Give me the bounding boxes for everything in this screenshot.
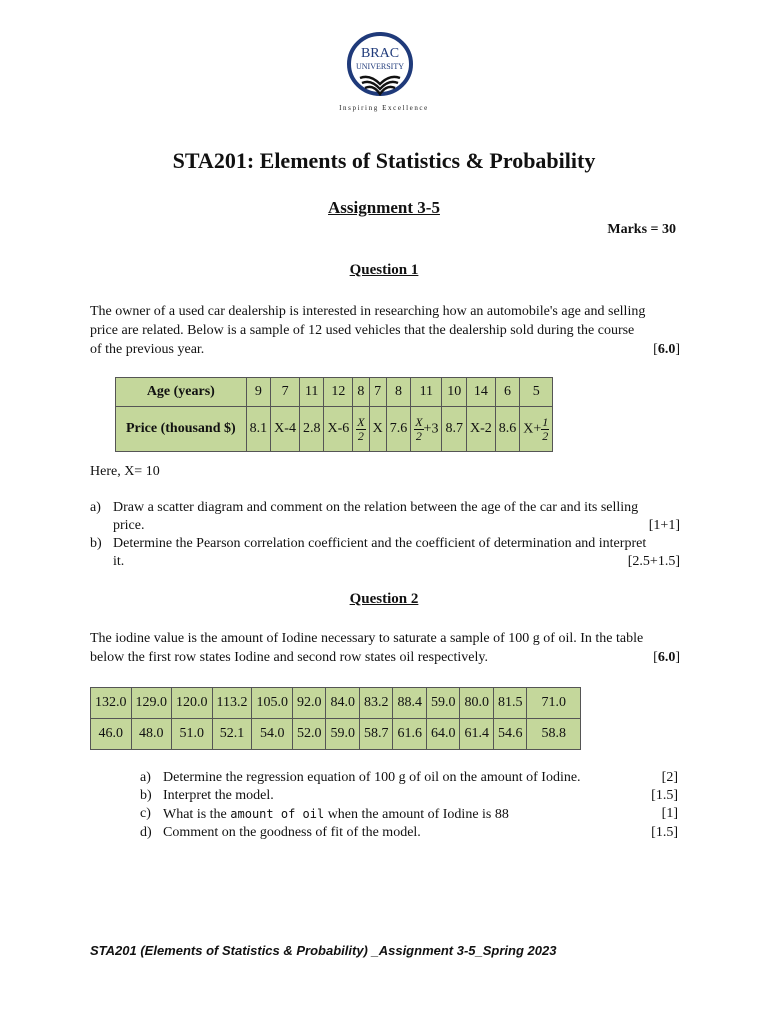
list-item: c) What is the amount of oil when the amount of Iodine is 88 [1] bbox=[140, 806, 678, 822]
table-row: 132.0 129.0 120.0 113.2 105.0 92.0 84.0 83.2 88.4 59.0 80.0 81.5 71.0 bbox=[91, 688, 581, 719]
age-price-table bbox=[115, 377, 553, 452]
x-value-note: Here, X= 10 bbox=[90, 464, 160, 479]
question-1-items bbox=[90, 499, 680, 571]
table-row: Age (years) 9 7 11 12 8 7 8 11 10 14 6 5 bbox=[116, 378, 553, 407]
list-item: a) Draw a scatter diagram and comment on the relation between the age of the car and its selling price. [1+1] bbox=[90, 500, 680, 533]
list-item: b) Determine the Pearson correlation coefficient and the coefficient of determination and interpret it. [2.5+1.5] bbox=[90, 536, 680, 569]
question-2-marks: [6.0] bbox=[653, 650, 680, 665]
page-footer: STA201 (Elements of Statistics & Probability) _Assignment 3-5_Spring 2023 bbox=[90, 943, 557, 958]
table-row: Price (thousand $) 8.1 X-4 2.8 X-6 $\frac{X}{2}$ X 7.6 $\frac{X}{2}$ +3 8.7 X-2 8.6 X+ $\frac{1}{2}$ bbox=[116, 407, 553, 452]
fraction-cell: $\frac{X}{2}$ +3 bbox=[411, 407, 442, 452]
fraction-cell: $\frac{X}{2}$ bbox=[353, 407, 369, 452]
question-2-heading: Question 2 bbox=[349, 591, 419, 607]
course-title: STA201: Elements of Statistics & Probability bbox=[172, 148, 596, 173]
assignment-title: Assignment 3-5 bbox=[328, 198, 440, 217]
logo-tagline: Inspiring Excellence bbox=[339, 104, 429, 112]
question-1-paragraph: The owner of a used car dealership is interested in researching how an automobile's age and selling price are related. Below is a sample of 12 used vehicles that the dealership sold during the course of the previous year. [6.0] bbox=[90, 304, 680, 357]
list-item: d) Comment on the goodness of fit of the model. [1.5] bbox=[140, 825, 678, 840]
row-header-age: Age (years) bbox=[116, 378, 247, 407]
list-item: b) Interpret the model. [1.5] bbox=[140, 788, 678, 803]
row-header-price: Price (thousand $) bbox=[116, 407, 247, 452]
fraction-cell: X+ $\frac{1}{2}$ bbox=[520, 407, 553, 452]
table-row: 46.0 48.0 51.0 52.1 54.0 52.0 59.0 58.7 61.6 64.0 61.4 54.6 58.8 bbox=[91, 719, 581, 750]
question-1-heading: Question 1 bbox=[349, 262, 419, 278]
logo-text-brac: BRAC bbox=[360, 46, 400, 61]
question-2-paragraph: The iodine value is the amount of Iodine necessary to saturate a sample of 100 g of oil. In the table below the first row states Iodine and second row states oil respectively. [6.0] bbox=[90, 631, 680, 665]
logo-text-university: UNIVERSITY bbox=[356, 62, 404, 71]
list-item: a) Determine the regression equation of 100 g of oil on the amount of Iodine. [2] bbox=[140, 770, 678, 785]
iodine-oil-table bbox=[90, 687, 581, 750]
total-marks: Marks = 30 bbox=[607, 222, 676, 237]
brac-university-logo bbox=[330, 26, 430, 116]
question-1-marks: [6.0] bbox=[653, 342, 680, 357]
question-2-items bbox=[140, 769, 678, 842]
